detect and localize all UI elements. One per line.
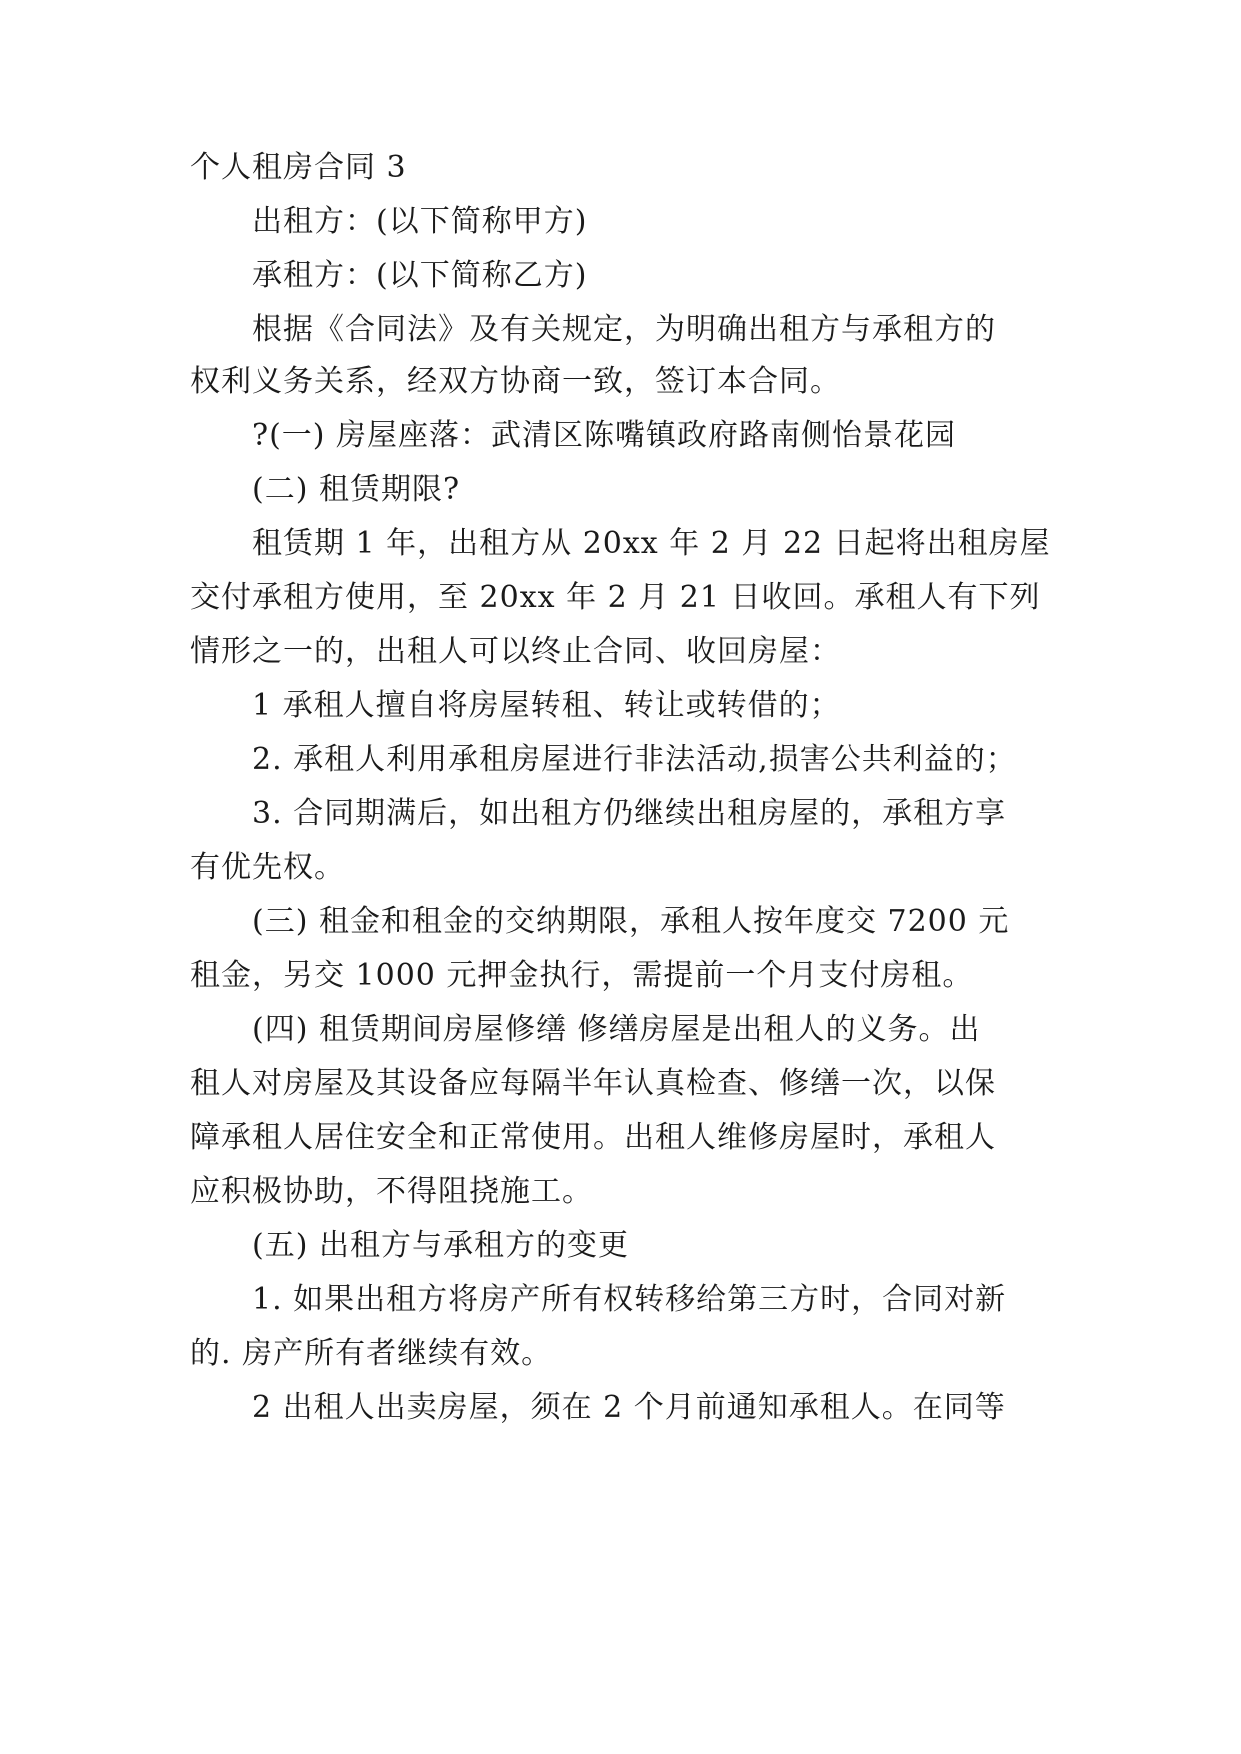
section-5-clause-1-line-1: 1. 如果出租方将房产所有权转移给第三方时，合同对新 <box>252 1282 1007 1317</box>
section-2-text-line-3: 情形之一的，出租人可以终止合同、收回房屋： <box>190 634 841 669</box>
section-5-clause-1-line-2: 的. 房产所有者继续有效。 <box>190 1336 553 1371</box>
lessor-line: 出租方：(以下简称甲方) <box>252 204 588 239</box>
section-2-heading: (二) 租赁期限? <box>252 472 461 507</box>
clause-2: 2. 承租人利用承租房屋进行非法活动,损害公共利益的； <box>252 742 1017 777</box>
section-5-heading: (五) 出租方与承租方的变更 <box>252 1228 629 1263</box>
lessee-line: 承租方：(以下简称乙方) <box>252 258 588 293</box>
section-5-clause-2-line-1: 2 出租人出卖房屋，须在 2 个月前通知承租人。在同等 <box>252 1390 1006 1425</box>
section-4-line-2: 租人对房屋及其设备应每隔半年认真检查、修缮一次，以保 <box>190 1066 996 1101</box>
clause-1: 1 承租人擅自将房屋转租、转让或转借的； <box>252 688 841 723</box>
section-4-line-3: 障承租人居住安全和正常使用。出租人维修房屋时，承租人 <box>190 1120 996 1155</box>
preamble-line-2: 权利义务关系，经双方协商一致，签订本合同。 <box>190 364 841 399</box>
section-4-line-4: 应积极协助，不得阻挠施工。 <box>190 1174 593 1209</box>
section-3-line-1: (三) 租金和租金的交纳期限，承租人按年度交 7200 元 <box>252 904 1010 939</box>
section-4-line-1: (四) 租赁期间房屋修缮 修缮房屋是出租人的义务。出 <box>252 1012 981 1047</box>
clause-3-line-2: 有优先权。 <box>190 850 345 885</box>
document-title: 个人租房合同 3 <box>190 150 407 185</box>
section-1-heading: ?(一) 房屋座落：武清区陈嘴镇政府路南侧怡景花园 <box>252 418 957 453</box>
section-3-line-2: 租金，另交 1000 元押金执行，需提前一个月支付房租。 <box>190 958 974 993</box>
section-2-text-line-2: 交付承租方使用，至 20xx 年 2 月 21 日收回。承租人有下列 <box>190 580 1041 615</box>
preamble-line-1: 根据《合同法》及有关规定，为明确出租方与承租方的 <box>252 312 996 347</box>
section-2-text-line-1: 租赁期 1 年，出租方从 20xx 年 2 月 22 日起将出租房屋 <box>252 526 1051 561</box>
clause-3-line-1: 3. 合同期满后，如出租方仍继续出租房屋的，承租方享 <box>252 796 1007 831</box>
